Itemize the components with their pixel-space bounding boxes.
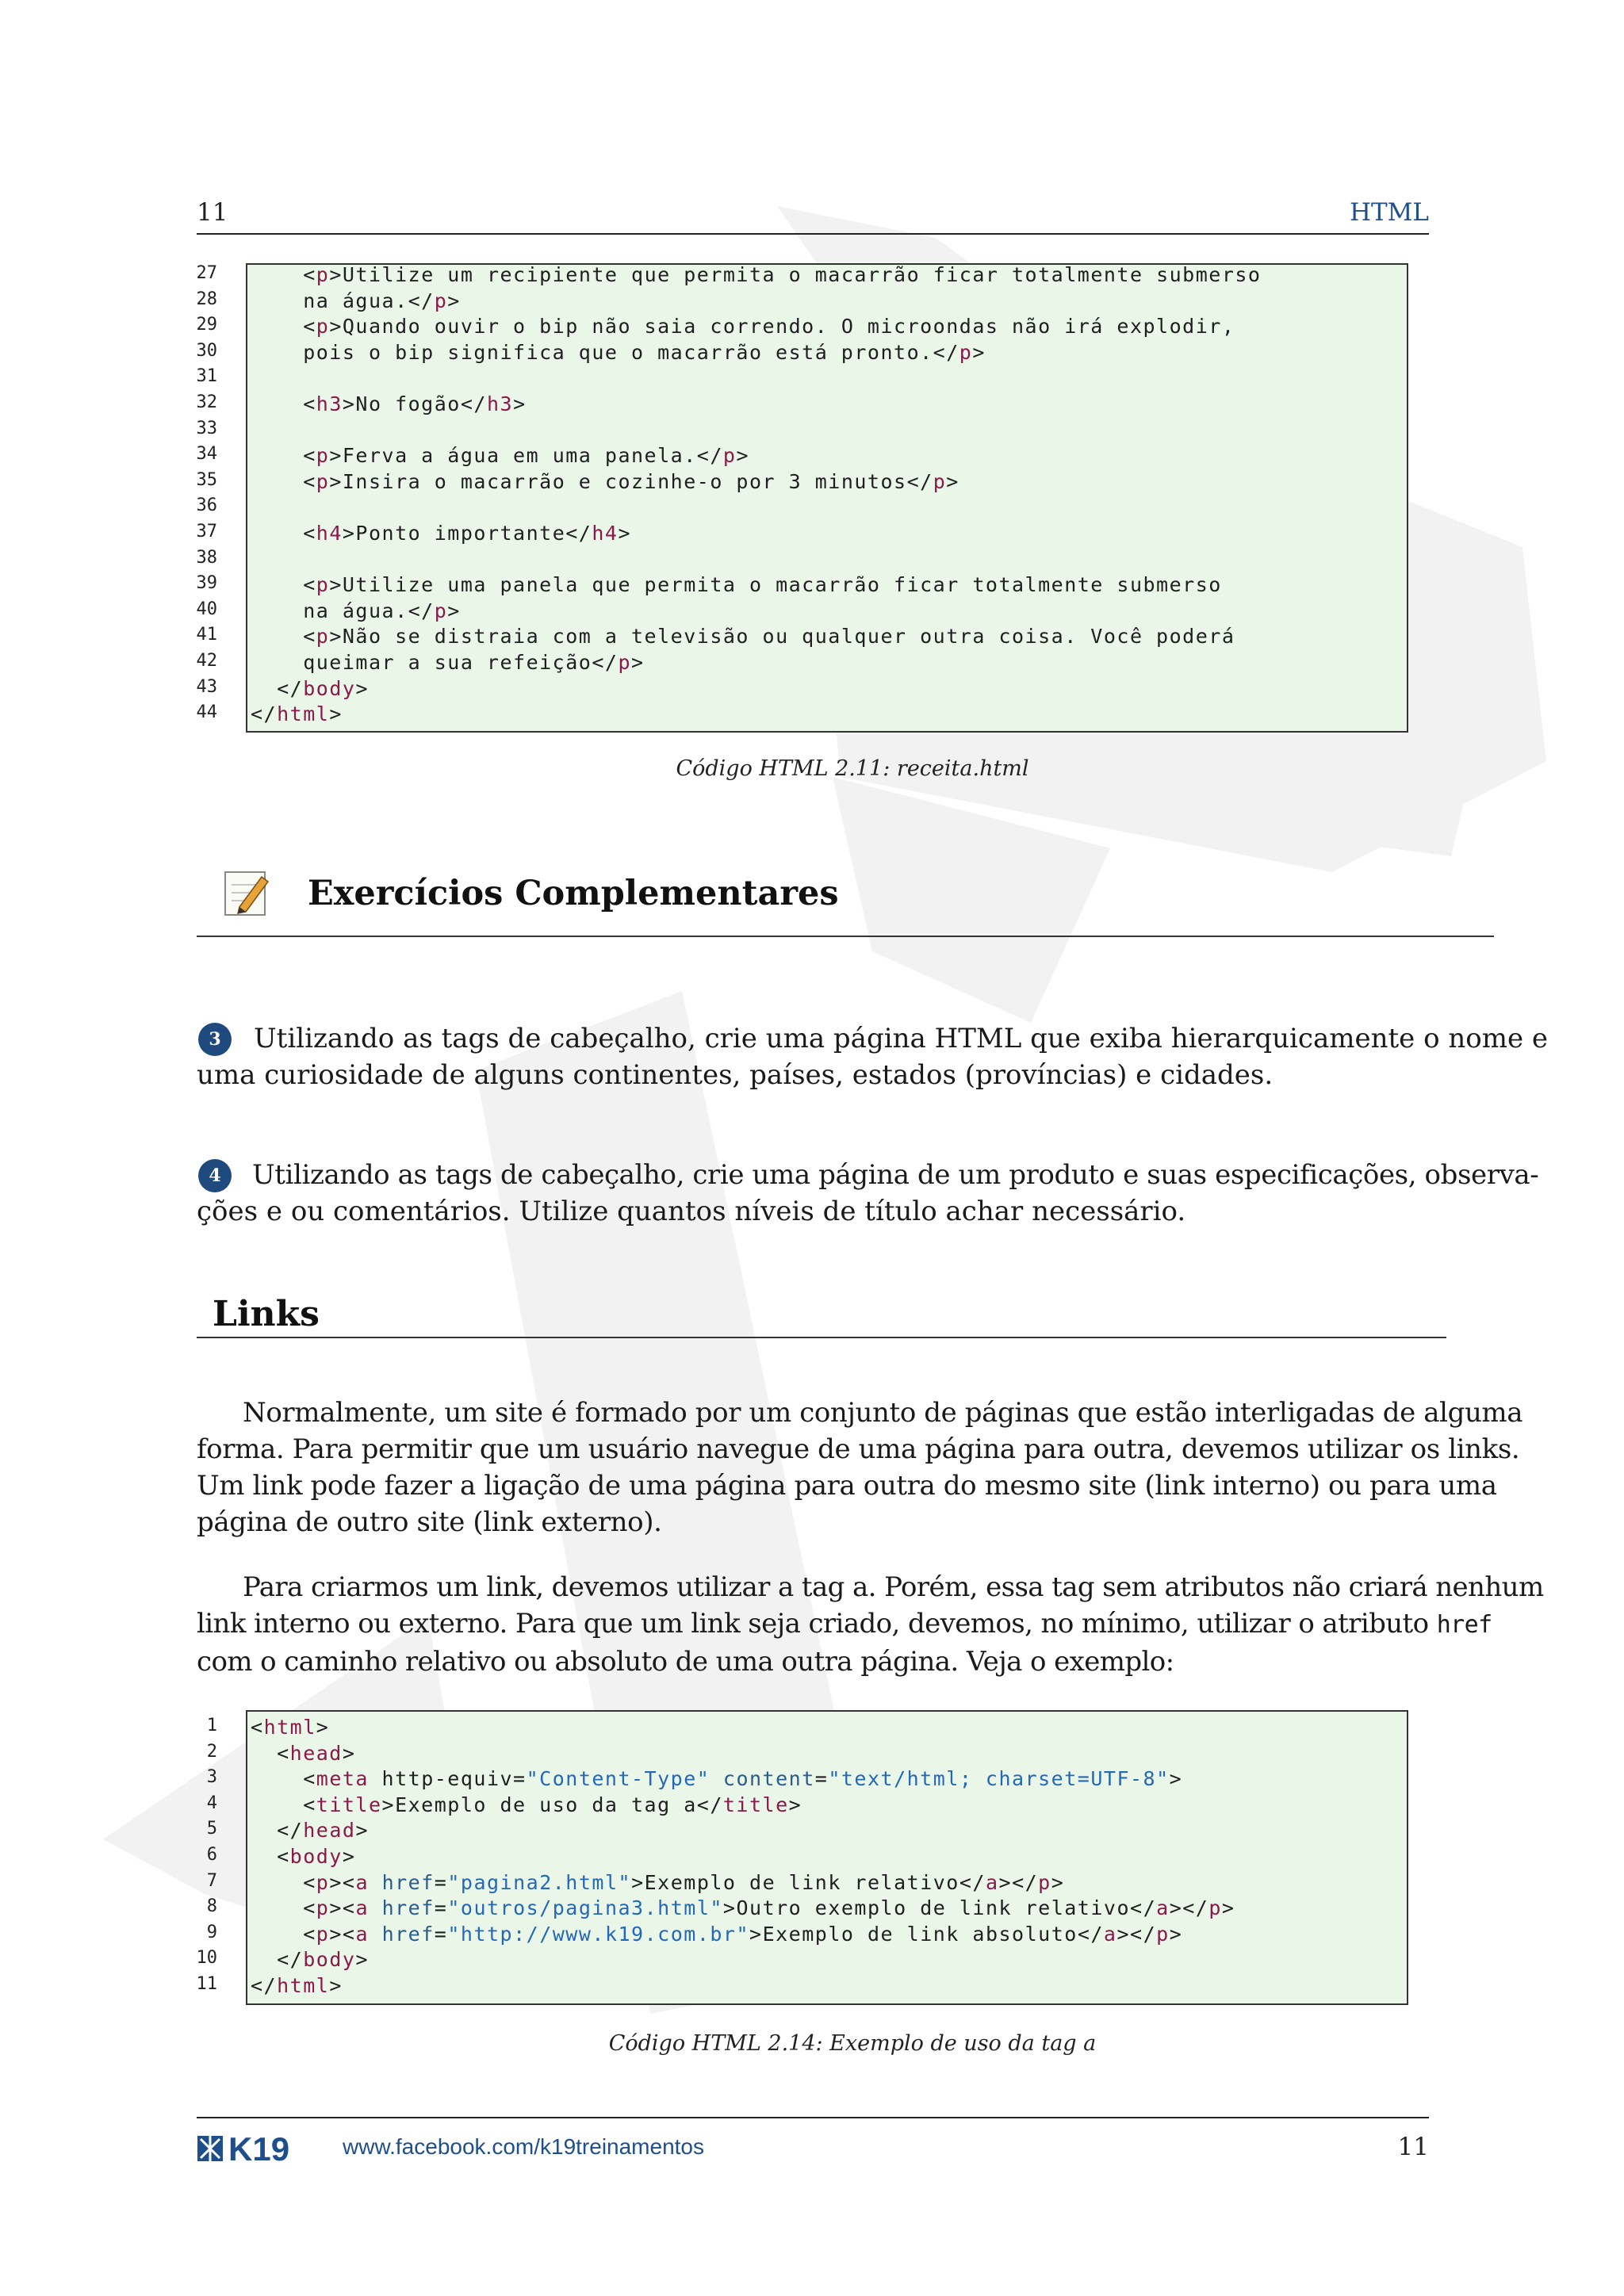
line-number: 34 bbox=[196, 444, 217, 465]
code-line: <p>Não se distraia com a televisão ou qualquer outra coisa. Você poderá bbox=[251, 625, 1235, 649]
code-line: <p><a href="outros/pagina3.html">Outro exemplo de link relativo</a></p> bbox=[251, 1896, 1235, 1920]
header-page-number: 11 bbox=[197, 198, 228, 227]
exercise-3-line-1: Utilizando as tags de cabeçalho, crie uma página HTML que exiba hierarquicamente o nome e bbox=[254, 1023, 1548, 1054]
code-line: <p>Utilize um recipiente que permita o macarrão ficar totalmente submerso bbox=[303, 263, 1262, 286]
links-p1-line-4: página de outro site (link externo). bbox=[197, 1506, 662, 1538]
line-number: 2 bbox=[206, 1741, 217, 1762]
code-line: <p>Utilize uma panela que permita o macarrão ficar totalmente submerso bbox=[251, 573, 1222, 597]
code-line: <title>Exemplo de uso da tag a</title> bbox=[251, 1793, 802, 1816]
href-inline-code: href bbox=[1436, 1611, 1492, 1639]
links-rule bbox=[197, 1337, 1446, 1338]
code-block-receita bbox=[246, 263, 1408, 733]
line-number: 30 bbox=[196, 340, 217, 361]
line-number: 40 bbox=[196, 599, 217, 619]
line-number: 39 bbox=[196, 573, 217, 594]
line-number: 4 bbox=[206, 1793, 217, 1813]
line-number: 35 bbox=[196, 469, 217, 490]
footer-page-number: 11 bbox=[1397, 2133, 1429, 2161]
line-number: 44 bbox=[196, 702, 217, 723]
links-p2-line-2 bbox=[197, 1605, 1492, 1644]
pencil-note-icon bbox=[222, 867, 271, 918]
code-line: <head> bbox=[251, 1741, 356, 1765]
code-line: <p>Ferva a água em uma panela.</p> bbox=[251, 444, 749, 468]
line-number: 43 bbox=[196, 676, 217, 697]
links-p1-line-2: forma. Para permitir que um usuário navegue de uma página para outra, devemos utilizar os links. bbox=[197, 1433, 1520, 1465]
line-number: 3 bbox=[206, 1767, 217, 1788]
line-number: 7 bbox=[206, 1870, 217, 1891]
exercise-4-line-1: Utilizando as tags de cabeçalho, crie uma página de um produto e suas especificações, observa- bbox=[252, 1159, 1539, 1191]
line-number: 6 bbox=[206, 1845, 217, 1865]
exercise-3-text bbox=[197, 1020, 1548, 1093]
links-p1-line-3: Um link pode fazer a ligação de uma página para outra do mesmo site (link interno) ou para uma bbox=[197, 1470, 1497, 1502]
line-number: 11 bbox=[196, 1974, 217, 1994]
code-line: </body> bbox=[251, 1948, 369, 1972]
line-number: 33 bbox=[196, 418, 217, 438]
links-p2-line-3: com o caminho relativo ou absoluto de uma outra página. Veja o exemplo: bbox=[197, 1646, 1174, 1678]
line-number: 29 bbox=[196, 315, 217, 335]
k19-logo bbox=[197, 2133, 320, 2164]
code-line: <p>Insira o macarrão e cozinhe-o por 3 minutos</p> bbox=[251, 469, 959, 493]
line-number: 31 bbox=[196, 366, 217, 387]
line-number: 27 bbox=[196, 263, 217, 283]
line-number: 8 bbox=[206, 1896, 217, 1917]
code-line: pois o bip significa que o macarrão está pronto.</p> bbox=[251, 340, 986, 364]
links-paragraph-2 bbox=[197, 1569, 1544, 1680]
exercise-number-badge: 4 bbox=[198, 1159, 232, 1192]
links-section-title: Links bbox=[213, 1294, 320, 1334]
code-line: na água.</p> bbox=[251, 599, 461, 622]
code-block-tag-a bbox=[246, 1710, 1408, 2005]
links-p2-line-2-text: link interno ou externo. Para que um link seja criado, devemos, no mínimo, utilizar o atributo bbox=[197, 1608, 1437, 1640]
code-line: queimar a sua refeição</p> bbox=[251, 651, 645, 674]
code-line: <h3>No fogão</h3> bbox=[251, 392, 527, 415]
header-chapter: HTML bbox=[1349, 198, 1429, 227]
footer-facebook-link[interactable]: www.facebook.com/k19treinamentos bbox=[343, 2134, 704, 2159]
code-line: </html> bbox=[251, 1974, 343, 1997]
running-header bbox=[197, 198, 1429, 235]
logo-text: K19 bbox=[228, 2133, 290, 2164]
exercise-3-line-2: uma curiosidade de alguns continentes, países, estados (províncias) e cidades. bbox=[197, 1059, 1274, 1091]
line-number: 42 bbox=[196, 651, 217, 671]
line-number: 9 bbox=[206, 1922, 217, 1942]
line-number: 1 bbox=[206, 1716, 217, 1735]
code-line: <body> bbox=[251, 1845, 356, 1868]
exercises-rule bbox=[197, 936, 1494, 937]
code-line: na água.</p> bbox=[251, 289, 461, 312]
code-line: <h4>Ponto importante</h4> bbox=[251, 522, 632, 545]
code2-caption: Código HTML 2.14: Exemplo de uso da tag a bbox=[608, 2031, 1097, 2056]
exercise-number-badge: 3 bbox=[198, 1023, 232, 1056]
code-line: <html> bbox=[251, 1716, 330, 1739]
code-line: </body> bbox=[251, 676, 369, 700]
line-number: 37 bbox=[196, 522, 217, 541]
line-number: 32 bbox=[196, 392, 217, 412]
line-number: 38 bbox=[196, 547, 217, 568]
links-p1-line-1: Normalmente, um site é formado por um conjunto de páginas que estão interligadas de alguma bbox=[243, 1397, 1523, 1429]
line-number: 28 bbox=[196, 289, 217, 309]
code-line: </head> bbox=[251, 1819, 369, 1843]
links-p2-line-1: Para criarmos um link, devemos utilizar a tag a. Porém, essa tag sem atributos não criará nenhum bbox=[243, 1571, 1544, 1603]
line-number: 10 bbox=[196, 1948, 217, 1969]
line-number: 41 bbox=[196, 625, 217, 645]
code-line: <p><a href="pagina2.html">Exemplo de link relativo</a></p> bbox=[251, 1870, 1065, 1894]
code-line: <p><a href="http://www.k19.com.br">Exemplo de link absoluto</a></p> bbox=[251, 1922, 1183, 1946]
exercise-4-text bbox=[197, 1157, 1539, 1230]
code-line: <p>Quando ouvir o bip não saia correndo. O microondas não irá explodir, bbox=[251, 315, 1235, 339]
code-line: <meta http-equiv="Content-Type" content="text/html; charset=UTF-8"> bbox=[251, 1767, 1183, 1791]
line-number: 5 bbox=[206, 1819, 217, 1839]
line-number: 36 bbox=[196, 496, 217, 516]
exercises-title: Exercícios Complementares bbox=[308, 874, 839, 913]
exercise-4-line-2: ções e ou comentários. Utilize quantos níveis de título achar necessário. bbox=[197, 1196, 1186, 1227]
links-paragraph-1 bbox=[197, 1395, 1523, 1540]
footer-rule bbox=[197, 2117, 1429, 2118]
code-line: </html> bbox=[251, 702, 343, 726]
code1-caption: Código HTML 2.11: receita.html bbox=[676, 756, 1029, 781]
